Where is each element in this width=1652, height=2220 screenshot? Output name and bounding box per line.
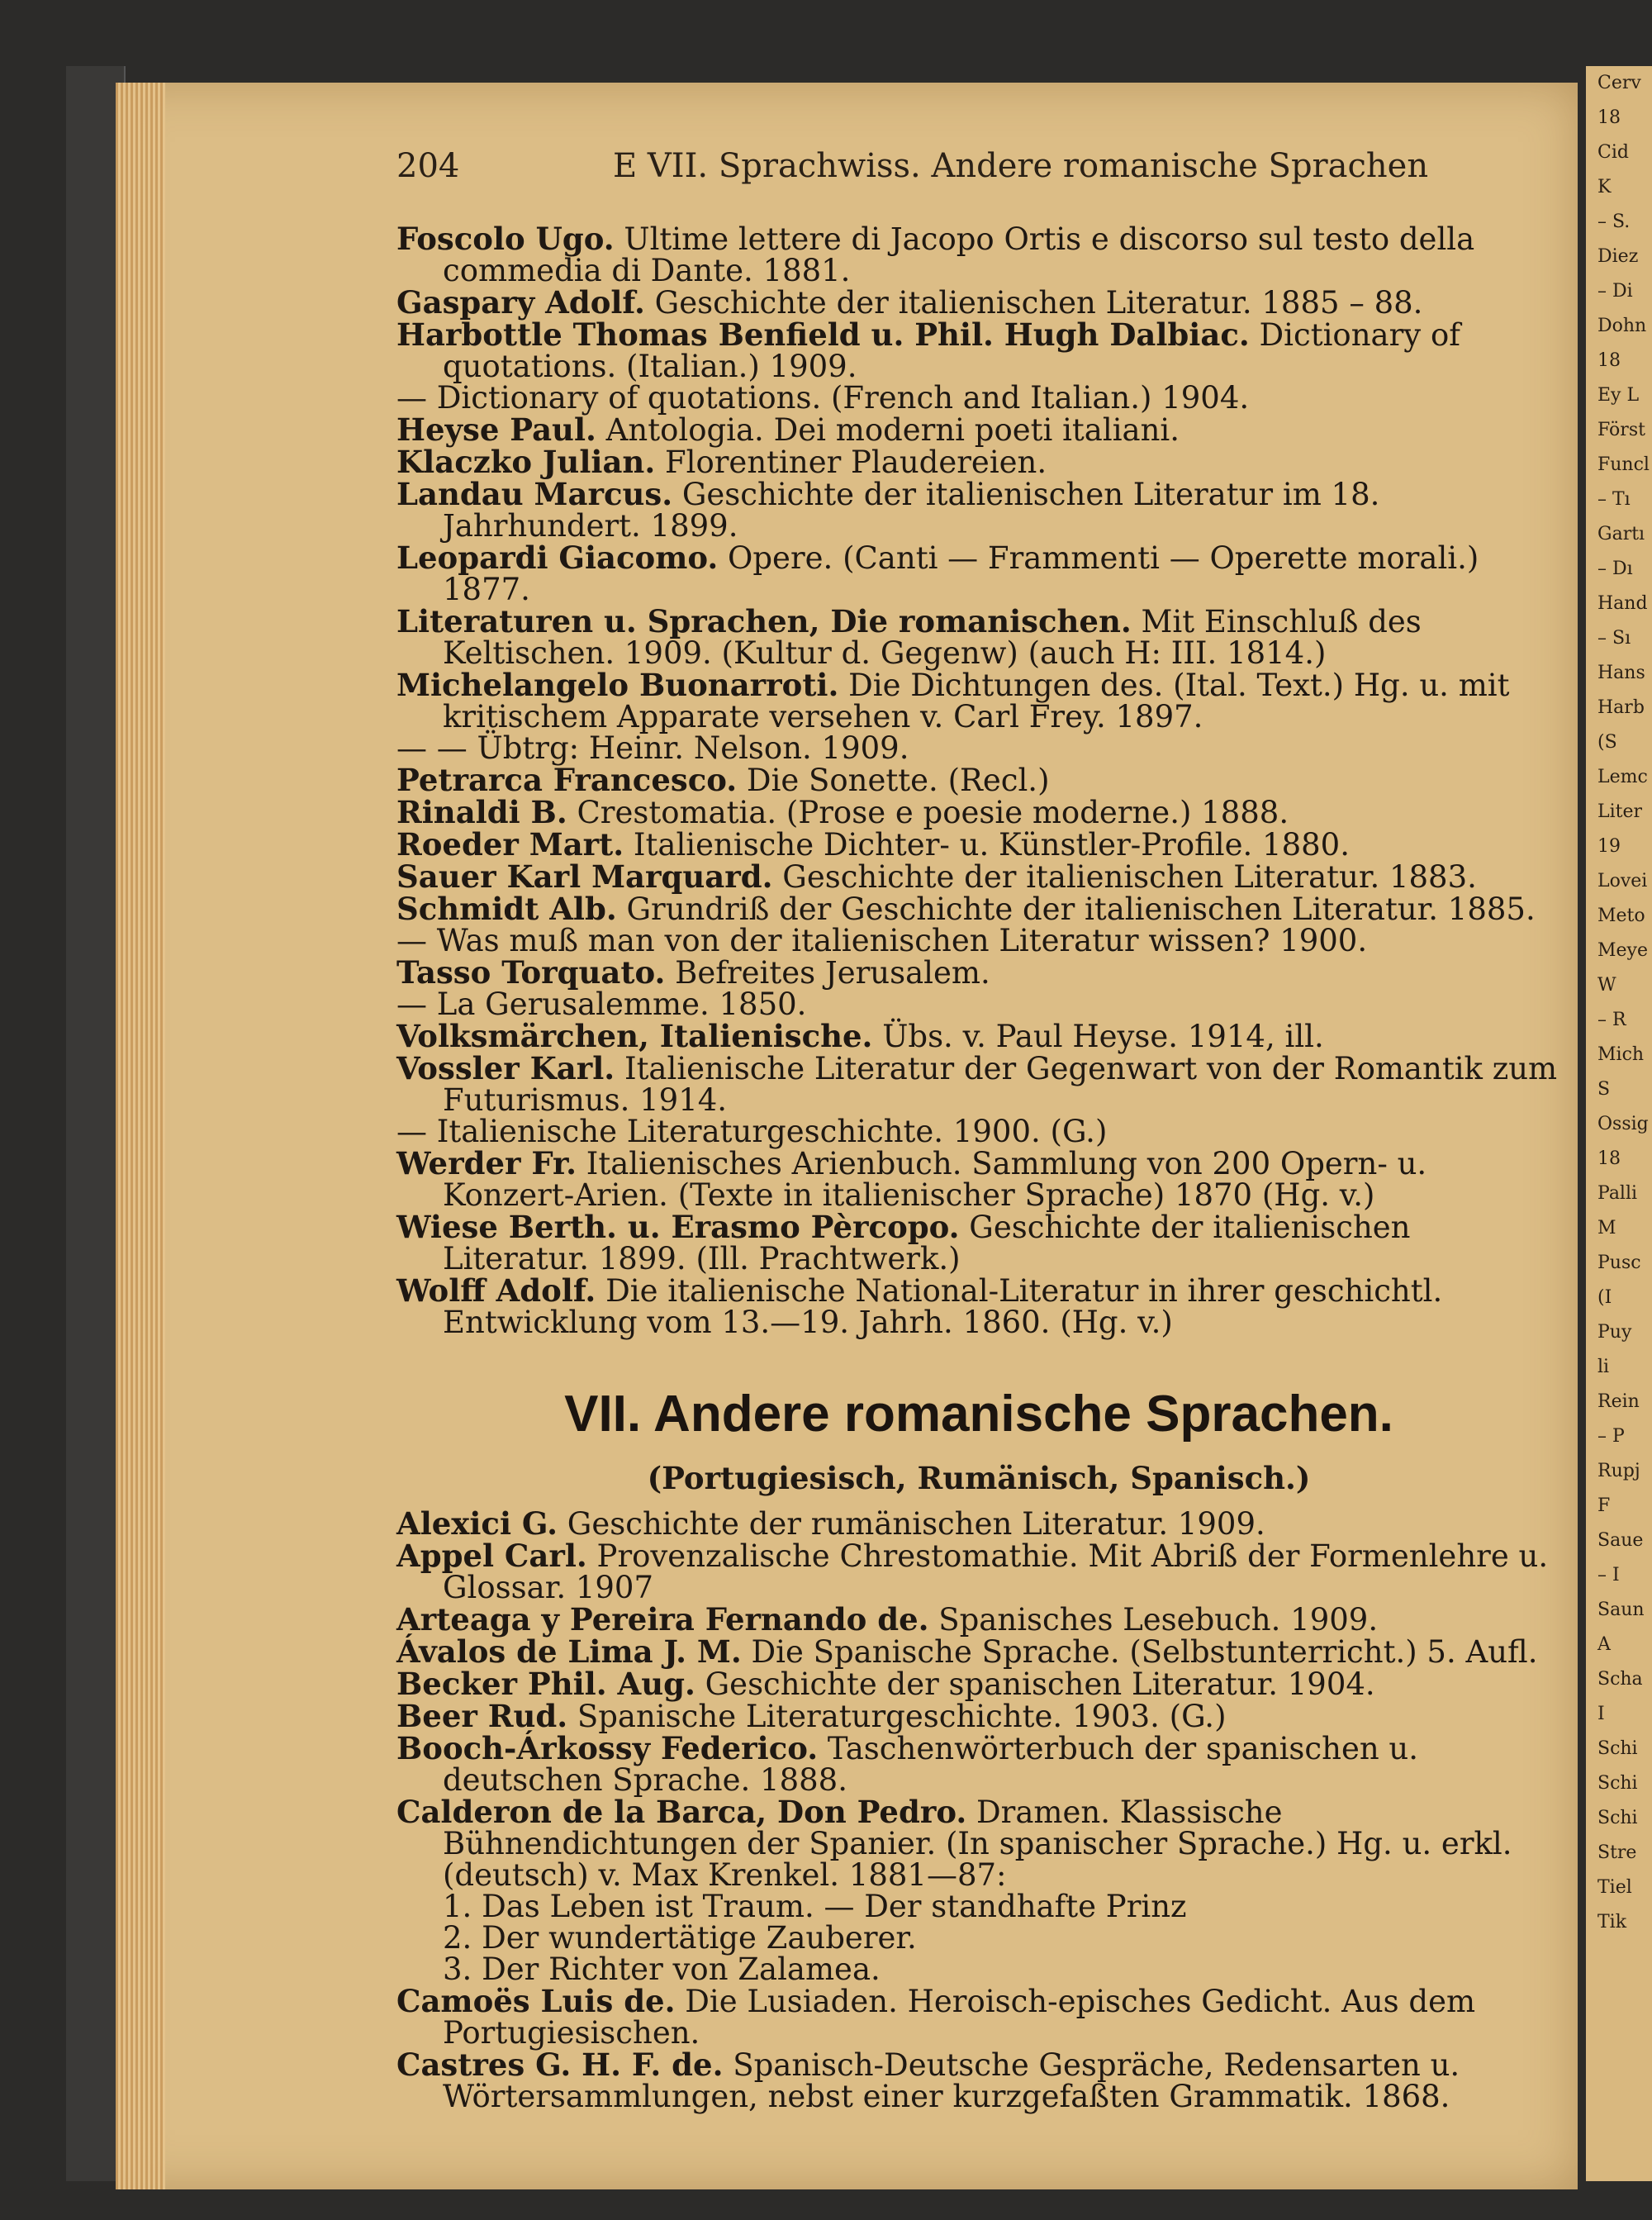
bib-entry — [396, 380, 1561, 416]
right-page-snippet: li — [1597, 1357, 1610, 1377]
calderon-part: 1. Das Leben ist Traum. — Der standhafte Prinz — [443, 1889, 1187, 1924]
entry-text: Geschichte der spanischen Literatur. 1904. — [695, 1666, 1375, 1702]
entry-text: — Was muß man von der italienischen Literatur wissen? 1900. — [396, 923, 1368, 958]
right-page-fragment — [1586, 66, 1652, 2181]
right-page-snippet: Tiel — [1597, 1877, 1632, 1898]
right-page-snippet: (I — [1597, 1287, 1612, 1308]
right-page-snippets — [1586, 66, 1652, 1940]
right-page-snippet: Tik — [1597, 1912, 1627, 1932]
entry-text: Italienische Literatur der Gegenwart von der Romantik zum Futurismus. 1914. — [443, 1051, 1558, 1118]
right-page-snippet: Först — [1597, 420, 1645, 440]
right-page-snippet: – P — [1597, 1426, 1625, 1447]
entry-author: Calderon de la Barca, Don Pedro. — [396, 1794, 967, 1830]
right-page-snippet: Schi — [1597, 1738, 1638, 1759]
italian-entries — [396, 223, 1561, 1338]
right-page-snippet: Diez — [1597, 246, 1639, 267]
entry-text: Spanisches Lesebuch. 1909. — [928, 1602, 1379, 1638]
right-page-snippet: A — [1597, 1634, 1611, 1655]
bib-entry — [396, 446, 1561, 478]
bib-entry — [396, 1633, 1561, 1670]
bib-entry — [396, 730, 1561, 766]
entry-author: Camoës Luis de. — [396, 1983, 676, 2019]
right-page-snippet: Ey L — [1597, 385, 1640, 406]
bib-entry — [396, 542, 1561, 606]
right-page-snippet: Scha — [1597, 1669, 1643, 1690]
right-page-snippet: F — [1597, 1495, 1611, 1516]
right-page-snippet: 19 — [1597, 836, 1621, 857]
entry-author: Tasso Torquato. — [396, 954, 666, 991]
entry-author: Sauer Karl Marquard. — [396, 858, 773, 895]
header-title: E VII. Sprachwiss. Andere romanische Sprachen — [613, 147, 1429, 185]
entry-author: Appel Carl. — [396, 1538, 587, 1574]
right-page-snippet: Liter — [1597, 801, 1643, 822]
entry-text: Taschenwörterbuch der spanischen u. deutschen Sprache. 1888. — [443, 1731, 1419, 1798]
right-page-snippet: Pusc — [1597, 1253, 1641, 1273]
bib-entry — [396, 986, 1561, 1022]
entry-author: Vossler Karl. — [396, 1050, 615, 1086]
entry-text: Geschichte der rumänischen Literatur. 1909. — [558, 1506, 1265, 1542]
entry-text: Provenzalische Chrestomathie. Mit Abriß der Formenlehre u. Glossar. 1907 — [443, 1538, 1549, 1605]
right-page-snippet: Saue — [1597, 1530, 1644, 1551]
right-page-snippet: S — [1597, 1079, 1611, 1100]
entry-text: Mit Einschluß des Keltischen. 1909. (Kultur d. Gegenw) (auch H: III. 1814.) — [443, 604, 1422, 671]
right-page-snippet: – R — [1597, 1010, 1626, 1030]
right-page-snippet: – Sı — [1597, 628, 1631, 649]
entry-text: Florentiner Plaudereien. — [655, 444, 1047, 480]
entry-author: Becker Phil. Aug. — [396, 1666, 695, 1702]
bib-entry — [396, 223, 1561, 287]
bib-entry — [396, 284, 1561, 321]
entry-text: Antologia. Dei moderni poeti italiani. — [596, 412, 1180, 448]
right-page-snippet: 18 — [1597, 1148, 1621, 1169]
right-page-snippet: 18 — [1597, 350, 1621, 371]
entry-text: Ultime lettere di Jacopo Ortis e discorso sul testo della commedia di Dante. 1881. — [443, 221, 1475, 288]
entry-text: Die Spanische Sprache. (Selbstunterricht.) 5. Aufl. — [741, 1634, 1538, 1670]
right-page-snippet: (S — [1597, 732, 1617, 753]
entry-text: Geschichte der italienischen Literatur. 1885 – 88. — [644, 285, 1423, 321]
bib-entry — [396, 1985, 1561, 2049]
entry-author: Gaspary Adolf. — [396, 284, 645, 321]
right-page-snippet: I — [1597, 1704, 1605, 1724]
bib-entry — [396, 603, 1561, 671]
right-page-snippet: Gartı — [1597, 524, 1645, 544]
right-page-snippet: Mich — [1597, 1044, 1645, 1065]
entry-author: Landau Marcus. — [396, 476, 673, 512]
entry-text: Spanisch-Deutsche Gespräche, Redensarten u. Wörtersammlungen, nebst einer kurzgefaßten Grammatik. 1868. — [443, 2047, 1460, 2114]
bib-entry — [396, 1700, 1561, 1733]
entry-text: Die italienische National-Literatur in ihrer geschichtl. Entwicklung vom 13.—19. Jahrh. 1860. (Hg. v.) — [443, 1273, 1443, 1340]
entry-author: Wolff Adolf. — [396, 1272, 596, 1309]
entry-author: Ávalos de Lima J. M. — [396, 1633, 742, 1670]
entry-author: Booch-Árkossy Federico. — [396, 1730, 819, 1766]
right-page-snippet: Harb — [1597, 697, 1645, 718]
entry-author: Literaturen u. Sprachen, Die romanischen. — [396, 603, 1132, 639]
entry-text: Spanische Literaturgeschichte. 1903. (G.) — [567, 1699, 1227, 1734]
entry-author: Klaczko Julian. — [396, 444, 656, 480]
section-subtitle: (Portugiesisch, Rumänisch, Spanisch.) — [647, 1460, 1311, 1496]
right-page-snippet: Saun — [1597, 1600, 1645, 1620]
romance-entries-cont — [396, 1985, 1561, 2113]
bib-entry — [396, 954, 1561, 991]
entry-text: Italienische Dichter- u. Künstler-Profile. 1880. — [624, 827, 1350, 863]
calderon-part: 2. Der wundertätige Zauberer. — [443, 1920, 917, 1956]
bib-entry — [396, 1505, 1561, 1542]
right-page-snippet: Schi — [1597, 1808, 1638, 1828]
entry-text: Befreites Jerusalem. — [665, 955, 990, 991]
bib-entry — [396, 1668, 1561, 1700]
right-page-snippet: Stre — [1597, 1842, 1637, 1863]
right-page-snippet: Hand — [1597, 593, 1648, 614]
bib-entry — [396, 796, 1561, 829]
entry-text: Dictionary of quotations. (Italian.) 1909. — [443, 317, 1460, 384]
entry-text: Übs. v. Paul Heyse. 1914, ill. — [872, 1019, 1324, 1054]
bib-entry — [396, 764, 1561, 796]
entry-text: Dramen. Klassische Bühnendichtungen der Spanier. (In spanischer Sprache.) Hg. u. erkl. (deutsch) v. Max Krenkel. 1881—87: — [443, 1795, 1512, 1893]
right-page-snippet: Palli — [1597, 1183, 1638, 1204]
entry-text: Opere. (Canti — Frammenti — Operette morali.) 1877. — [443, 540, 1479, 607]
entry-author: Harbottle Thomas Benfield u. Phil. Hugh Dalbiac. — [396, 316, 1250, 353]
bib-entry — [396, 1796, 1561, 1891]
bib-entry — [396, 1145, 1561, 1213]
bib-entry — [396, 893, 1561, 925]
calderon-parts — [396, 1891, 1561, 1985]
entry-author: Rinaldi B. — [396, 794, 567, 830]
right-page-snippet: – Dı — [1597, 559, 1633, 579]
entry-author: Wiese Berth. u. Erasmo Pèrcopo. — [396, 1209, 960, 1245]
entry-text: Geschichte der italienischen Literatur im 18. Jahrhundert. 1899. — [443, 477, 1380, 544]
right-page-snippet: Cerv — [1597, 73, 1641, 93]
right-page-snippet: Meye — [1597, 940, 1648, 961]
bib-entry — [396, 1601, 1561, 1638]
entry-text: — Dictionary of quotations. (French and Italian.) 1904. — [396, 380, 1250, 416]
entry-author: Werder Fr. — [396, 1145, 577, 1181]
entry-text: Geschichte der italienischen Literatur. 1883. — [772, 859, 1477, 895]
bibliography — [396, 223, 1561, 2113]
entry-author: Castres G. H. F. de. — [396, 2046, 724, 2083]
bib-entry — [396, 1116, 1561, 1148]
bib-entry — [396, 316, 1561, 384]
romance-entries — [396, 1505, 1561, 1893]
page-edges — [116, 83, 165, 2189]
entry-text: Crestomatia. (Prose e poesie moderne.) 1888. — [567, 795, 1289, 830]
entry-text: Grundriß der Geschichte der italienischen Literatur. 1885. — [616, 891, 1536, 927]
right-page-snippet: – I — [1597, 1565, 1620, 1585]
entry-author: Petrarca Francesco. — [396, 762, 738, 798]
page-number: 204 — [396, 147, 460, 185]
right-page-snippet: Funcl — [1597, 454, 1650, 475]
right-page-snippet: Dohn — [1597, 316, 1647, 336]
entry-author: Arteaga y Pereira Fernando de. — [396, 1601, 929, 1638]
entry-author: Beer Rud. — [396, 1698, 568, 1734]
bib-entry — [396, 826, 1561, 863]
right-page-snippet: Hans — [1597, 663, 1645, 683]
entry-text: Die Lusiaden. Heroisch-episches Gedicht. Aus dem Portugiesischen. — [443, 1984, 1476, 2051]
bib-entry — [396, 411, 1561, 448]
bib-entry — [396, 1272, 1561, 1340]
bib-entry — [396, 669, 1561, 733]
bib-entry — [396, 858, 1561, 895]
entry-author: Leopardi Giacomo. — [396, 540, 719, 576]
bib-entry — [396, 1730, 1561, 1798]
entry-author: Volksmärchen, Italienische. — [396, 1018, 873, 1054]
right-page-snippet: Ossig — [1597, 1114, 1649, 1134]
right-page-snippet: W — [1597, 975, 1616, 996]
right-page-snippet: K — [1597, 177, 1612, 197]
entry-text: — — Übtrg: Heinr. Nelson. 1909. — [396, 730, 909, 766]
right-page-snippet: Meto — [1597, 906, 1645, 926]
right-page-snippet: – Tı — [1597, 489, 1631, 510]
bib-entry — [396, 2046, 1561, 2114]
right-page-snippet: – S. — [1597, 212, 1631, 232]
right-page-snippet: Rupj — [1597, 1461, 1640, 1481]
right-page-snippet: – Di — [1597, 281, 1633, 302]
right-page-snippet: Lovei — [1597, 871, 1648, 891]
right-page-snippet: 18 — [1597, 107, 1621, 128]
entry-text: Italienisches Arienbuch. Sammlung von 200 Opern- u. Konzert-Arien. (Texte in italienischer Sprache) 1870 (Hg. v.) — [443, 1146, 1427, 1213]
entry-author: Heyse Paul. — [396, 411, 596, 448]
entry-author: Roeder Mart. — [396, 826, 624, 863]
right-page-snippet: Puy — [1597, 1322, 1632, 1343]
calderon-part: 3. Der Richter von Zalamea. — [443, 1951, 881, 1987]
bib-entry — [396, 1211, 1561, 1275]
entry-text: Geschichte der italienischen Literatur. 1899. (Ill. Prachtwerk.) — [443, 1210, 1411, 1276]
right-page-snippet: Lemc — [1597, 767, 1648, 787]
right-page-snippet: Cid — [1597, 142, 1629, 163]
entry-author: Michelangelo Buonarroti. — [396, 667, 839, 703]
right-page-snippet: Rein — [1597, 1391, 1640, 1412]
entry-text: — La Gerusalemme. 1850. — [396, 986, 807, 1022]
section-title: VII. Andere romanische Sprachen. — [564, 1386, 1393, 1443]
entry-author: Alexici G. — [396, 1505, 558, 1542]
entry-author: Foscolo Ugo. — [396, 221, 615, 257]
bib-entry — [396, 1020, 1561, 1053]
bib-entry — [396, 478, 1561, 542]
bib-entry — [396, 1540, 1561, 1604]
entry-author: Schmidt Alb. — [396, 891, 617, 927]
bib-entry — [396, 1050, 1561, 1118]
bib-entry — [396, 925, 1561, 957]
right-page-snippet: M — [1597, 1218, 1616, 1238]
entry-text: — Italienische Literaturgeschichte. 1900. (G.) — [396, 1114, 1108, 1149]
entry-text: Die Dichtungen des. (Ital. Text.) Hg. u. mit kritischem Apparate versehen v. Carl Frey. 1897. — [443, 668, 1510, 734]
entry-text: Die Sonette. (Recl.) — [737, 763, 1050, 798]
right-page-snippet: Schi — [1597, 1773, 1638, 1794]
